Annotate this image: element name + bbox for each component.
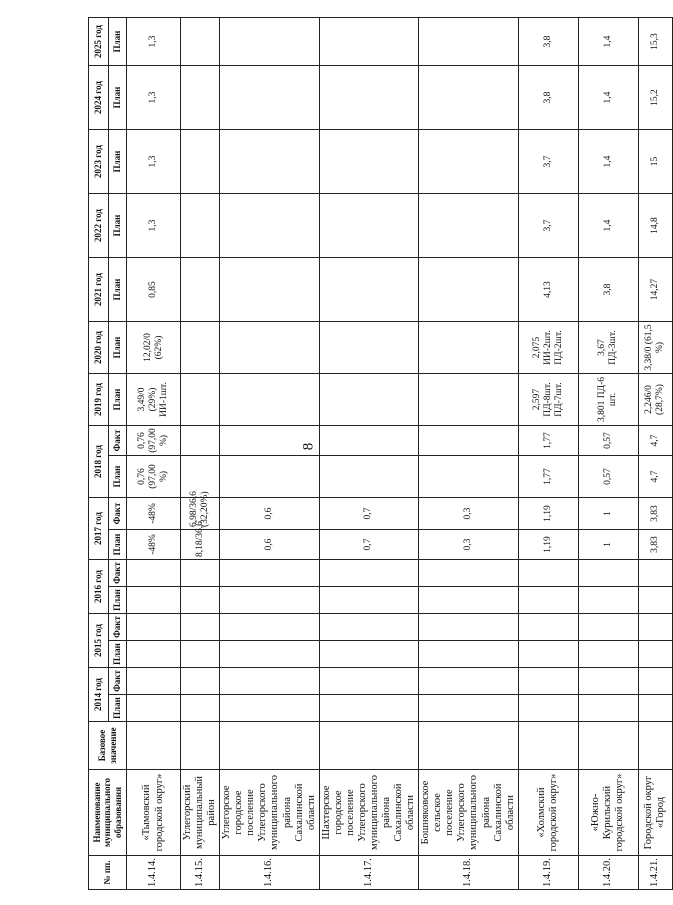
- value-cell: 15,2: [638, 66, 672, 130]
- value-cell: [220, 456, 320, 498]
- value-cell: [419, 614, 519, 641]
- value-cell: 3,8: [578, 258, 638, 322]
- value-cell: 3,801 ПД-6 шт.: [578, 374, 638, 426]
- base-value-cell: [181, 722, 220, 770]
- value-cell: [319, 374, 419, 426]
- value-cell: 4,7: [638, 426, 672, 456]
- value-cell: [181, 18, 220, 66]
- value-cell: 0,7: [319, 530, 419, 560]
- value-cell: 3,83: [638, 530, 672, 560]
- value-cell: 0,6: [220, 498, 320, 530]
- table-row: [518, 0, 578, 890]
- value-cell: [419, 560, 519, 587]
- value-cell: 1,77: [518, 456, 578, 498]
- header-year: 2022 год: [89, 194, 109, 258]
- value-cell: 1: [578, 498, 638, 530]
- value-cell: 1,3: [127, 194, 181, 258]
- rotated-table-wrapper: [88, 10, 667, 890]
- value-cell: 0,6: [220, 530, 320, 560]
- value-cell: 1,3: [127, 130, 181, 194]
- header-num: № пп.: [89, 856, 127, 890]
- value-cell: 2,075 ИИ-2шт. ПД-2шт.: [518, 322, 578, 374]
- header-year: 2023 год: [89, 130, 109, 194]
- value-cell: 0,3: [419, 530, 519, 560]
- value-cell: [181, 614, 220, 641]
- value-cell: [220, 194, 320, 258]
- value-cell: [319, 668, 419, 695]
- value-cell: [419, 374, 519, 426]
- indicator-table: [88, 0, 673, 890]
- table-row: [578, 0, 638, 890]
- value-cell: [578, 668, 638, 695]
- value-cell: [518, 641, 578, 668]
- value-cell: [127, 614, 181, 641]
- value-cell: -48%: [127, 498, 181, 530]
- value-cell: [127, 587, 181, 614]
- value-cell: [319, 258, 419, 322]
- value-cell: 1,4: [578, 130, 638, 194]
- value-cell: [220, 322, 320, 374]
- value-cell: [419, 18, 519, 66]
- value-cell: 3,67 ПД-3шт.: [578, 322, 638, 374]
- value-cell: [220, 374, 320, 426]
- value-cell: [181, 426, 220, 456]
- value-cell: 15,3: [638, 18, 672, 66]
- header-year: 2020 год: [89, 322, 109, 374]
- value-cell: [220, 130, 320, 194]
- value-cell: [220, 668, 320, 695]
- value-cell: 1,4: [578, 66, 638, 130]
- value-cell: [319, 587, 419, 614]
- row-number: 1.4.19.: [518, 856, 578, 890]
- value-cell: 3,83: [638, 498, 672, 530]
- header-plan: План: [109, 130, 127, 194]
- value-cell: 4,13: [518, 258, 578, 322]
- header-fact: Факт: [109, 426, 127, 456]
- value-cell: [518, 695, 578, 722]
- table-row: [319, 0, 419, 890]
- value-cell: [419, 587, 519, 614]
- value-cell: [181, 374, 220, 426]
- header-plan: План: [109, 18, 127, 66]
- value-cell: 0,76 (97,00 %): [127, 426, 181, 456]
- municipality-name: «Холмский городской округ»: [518, 770, 578, 856]
- value-cell: [638, 668, 672, 695]
- header-year: 2019 год: [89, 374, 109, 426]
- header-fact: Факт: [109, 668, 127, 695]
- municipality-name: Городской округ «Город: [638, 770, 672, 856]
- header-year: 2014 год: [89, 668, 109, 722]
- value-cell: [181, 560, 220, 587]
- municipality-name: Углегорский муниципальный район: [181, 770, 220, 856]
- value-cell: 3,8: [518, 18, 578, 66]
- value-cell: [181, 641, 220, 668]
- value-cell: 14,27: [638, 258, 672, 322]
- value-cell: 1,3: [127, 18, 181, 66]
- row-number: 1.4.18.: [419, 856, 519, 890]
- base-value-cell: [638, 722, 672, 770]
- value-cell: [419, 668, 519, 695]
- base-value-cell: [220, 722, 320, 770]
- value-cell: [319, 130, 419, 194]
- header-base: Базовое значение: [89, 722, 127, 770]
- municipality-name: Углегорское городское поселение Углегорского муниципального района Сахалинской области: [220, 770, 320, 856]
- header-year: 2017 год: [89, 498, 109, 560]
- value-cell: [638, 614, 672, 641]
- row-number: 1.4.14.: [127, 856, 181, 890]
- value-cell: 15: [638, 130, 672, 194]
- value-cell: 1: [578, 530, 638, 560]
- header-plan: План: [109, 66, 127, 130]
- value-cell: [578, 560, 638, 587]
- base-value-cell: [578, 722, 638, 770]
- value-cell: [181, 322, 220, 374]
- page-number: 8: [300, 442, 317, 451]
- value-cell: 8,18/36,6: [181, 530, 220, 560]
- value-cell: 3,7: [518, 194, 578, 258]
- header-year: 2024 год: [89, 66, 109, 130]
- value-cell: [319, 194, 419, 258]
- value-cell: [578, 587, 638, 614]
- header-plan: План: [109, 641, 127, 668]
- value-cell: [419, 456, 519, 498]
- value-cell: [319, 695, 419, 722]
- value-cell: [220, 641, 320, 668]
- value-cell: [220, 614, 320, 641]
- header-year: 2025 год: [89, 18, 109, 66]
- value-cell: [578, 614, 638, 641]
- header-fact: Факт: [109, 560, 127, 587]
- value-cell: [319, 641, 419, 668]
- base-value-cell: [419, 722, 519, 770]
- value-cell: [181, 668, 220, 695]
- header-name: Наименование муниципального образования: [89, 770, 127, 856]
- value-cell: [181, 258, 220, 322]
- value-cell: [319, 322, 419, 374]
- table-row: [220, 0, 320, 890]
- value-cell: 0,7: [319, 498, 419, 530]
- value-cell: [220, 695, 320, 722]
- value-cell: 1,3: [127, 66, 181, 130]
- value-cell: [638, 560, 672, 587]
- row-number: 1.4.20.: [578, 856, 638, 890]
- value-cell: [220, 258, 320, 322]
- value-cell: [578, 641, 638, 668]
- value-cell: [127, 641, 181, 668]
- value-cell: [181, 66, 220, 130]
- value-cell: [181, 194, 220, 258]
- row-number: 1.4.15.: [181, 856, 220, 890]
- value-cell: 0,85: [127, 258, 181, 322]
- value-cell: [319, 18, 419, 66]
- value-cell: 0,57: [578, 426, 638, 456]
- value-cell: [419, 194, 519, 258]
- value-cell: [319, 426, 419, 456]
- value-cell: [319, 66, 419, 130]
- row-number: 1.4.16.: [220, 856, 320, 890]
- base-value-cell: [518, 722, 578, 770]
- header-fact: Факт: [109, 614, 127, 641]
- municipality-name: «Тымовский городской округ»: [127, 770, 181, 856]
- value-cell: [220, 560, 320, 587]
- value-cell: 1,19: [518, 498, 578, 530]
- value-cell: 1,19: [518, 530, 578, 560]
- value-cell: [127, 695, 181, 722]
- row-number: 1.4.21.: [638, 856, 672, 890]
- value-cell: 3,7: [518, 130, 578, 194]
- value-cell: 2,246/0 (28,7%): [638, 374, 672, 426]
- header-plan: План: [109, 530, 127, 560]
- value-cell: [419, 426, 519, 456]
- value-cell: 1,4: [578, 194, 638, 258]
- value-cell: 6,98/36,6 (32,20%): [181, 498, 220, 530]
- value-cell: [220, 66, 320, 130]
- header-plan: План: [109, 194, 127, 258]
- value-cell: [518, 614, 578, 641]
- value-cell: 0,3: [419, 498, 519, 530]
- table-row: [419, 0, 519, 890]
- value-cell: [127, 560, 181, 587]
- municipality-name: Бошняковское сельское поселение Углегорского муниципального района Сахалинской области: [419, 770, 519, 856]
- row-number: 1.4.17.: [319, 856, 419, 890]
- table-row: [127, 0, 181, 890]
- value-cell: [638, 641, 672, 668]
- header-plan: План: [109, 322, 127, 374]
- value-cell: [518, 560, 578, 587]
- value-cell: 14,8: [638, 194, 672, 258]
- base-value-cell: [319, 722, 419, 770]
- header-plan: План: [109, 258, 127, 322]
- value-cell: 3,38/0 (61,5 %): [638, 322, 672, 374]
- municipality-name: «Южно-Курильский городской округ»: [578, 770, 638, 856]
- value-cell: [181, 587, 220, 614]
- value-cell: 1,77: [518, 426, 578, 456]
- value-cell: [319, 614, 419, 641]
- value-cell: [638, 587, 672, 614]
- value-cell: [419, 695, 519, 722]
- value-cell: [419, 258, 519, 322]
- header-year: 2015 год: [89, 614, 109, 668]
- value-cell: 4,7: [638, 456, 672, 498]
- municipality-name: Шахтерское городское поселение Углегорского муниципального района Сахалинской области: [319, 770, 419, 856]
- value-cell: [518, 668, 578, 695]
- header-year: 2016 год: [89, 560, 109, 614]
- table-row: [638, 0, 672, 890]
- header-year: 2021 год: [89, 258, 109, 322]
- base-value-cell: [127, 722, 181, 770]
- value-cell: 12,02/0 (62%): [127, 322, 181, 374]
- header-plan: План: [109, 456, 127, 498]
- value-cell: 3,8: [518, 66, 578, 130]
- value-cell: [578, 695, 638, 722]
- header-year: 2018 год: [89, 426, 109, 498]
- value-cell: 2,597 ПД-8шт. ПД-7шт.: [518, 374, 578, 426]
- header-plan: План: [109, 374, 127, 426]
- header-fact: Факт: [109, 498, 127, 530]
- value-cell: [220, 587, 320, 614]
- value-cell: 0,76 (97,00 %): [127, 456, 181, 498]
- header-plan: План: [109, 695, 127, 722]
- value-cell: [419, 322, 519, 374]
- value-cell: [127, 668, 181, 695]
- value-cell: [319, 456, 419, 498]
- value-cell: 1,4: [578, 18, 638, 66]
- value-cell: [518, 587, 578, 614]
- value-cell: 0,57: [578, 456, 638, 498]
- value-cell: [419, 130, 519, 194]
- value-cell: [419, 66, 519, 130]
- value-cell: 3,49/0 (29%) ИИ-1шт.: [127, 374, 181, 426]
- header-plan: План: [109, 587, 127, 614]
- value-cell: [181, 130, 220, 194]
- value-cell: [419, 641, 519, 668]
- value-cell: [220, 426, 320, 456]
- value-cell: [181, 695, 220, 722]
- value-cell: -48%: [127, 530, 181, 560]
- value-cell: [638, 695, 672, 722]
- value-cell: [220, 18, 320, 66]
- value-cell: [319, 560, 419, 587]
- table-row: [181, 0, 220, 890]
